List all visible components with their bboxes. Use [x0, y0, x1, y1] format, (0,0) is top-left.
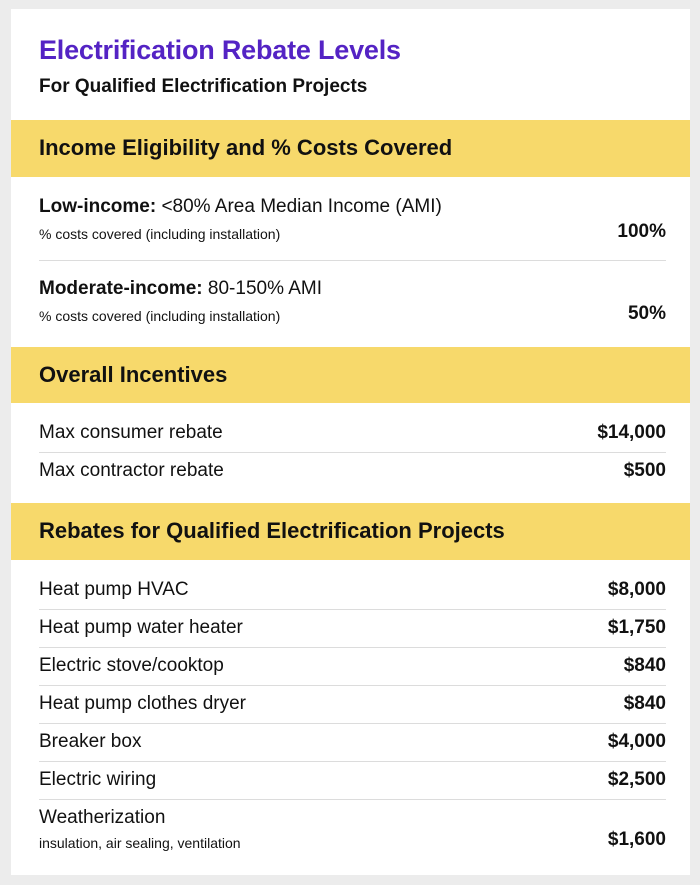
low-income-label-rest: <80% Area Median Income (AMI): [156, 196, 442, 217]
moderate-income-label: [39, 278, 322, 300]
weatherization-value: $1,600: [607, 829, 666, 850]
rebate-label: Electric wiring: [39, 769, 157, 790]
low-income-label-bold: Low-income:: [39, 196, 157, 217]
rebate-value: $2,500: [607, 769, 666, 790]
max-consumer-rebate-row: [39, 422, 666, 448]
moderate-income-value: 50%: [627, 303, 666, 324]
rebate-value: $840: [623, 693, 666, 714]
rebate-row: [39, 731, 666, 757]
max-contractor-rebate-label: Max contractor rebate: [39, 460, 224, 481]
low-income-row: [39, 196, 666, 252]
rebate-label: Heat pump clothes dryer: [39, 693, 246, 714]
weatherization-sub: insulation, air sealing, ventilation: [39, 835, 241, 851]
incentives-section-heading: Overall Incentives: [39, 362, 228, 387]
weatherization-label: Weatherization: [39, 807, 166, 828]
rebate-label: Heat pump HVAC: [39, 579, 189, 600]
moderate-income-sub: % costs covered (including installation): [39, 308, 281, 324]
low-income-value: 100%: [617, 221, 666, 242]
rebates-section-heading: Rebates for Qualified Electrification Projects: [39, 518, 505, 543]
rebate-row: [39, 579, 666, 605]
low-income-label: [39, 196, 442, 218]
rebate-label: Breaker box: [39, 731, 142, 752]
rebate-label: Heat pump water heater: [39, 617, 243, 638]
page-subtitle: For Qualified Electrification Projects: [39, 76, 368, 97]
income-section-heading: Income Eligibility and % Costs Covered: [39, 135, 453, 160]
weatherization-row: [39, 807, 666, 857]
rebate-row: [39, 655, 666, 681]
incentives-section-header: [11, 347, 690, 403]
max-contractor-rebate-value: $500: [623, 460, 666, 481]
divider: [39, 761, 666, 762]
divider: [39, 685, 666, 686]
low-income-sub: % costs covered (including installation): [39, 226, 281, 242]
max-consumer-rebate-label: Max consumer rebate: [39, 422, 223, 443]
rebate-row: [39, 617, 666, 643]
divider: [39, 723, 666, 724]
rebate-value: $1,750: [607, 617, 666, 638]
rebate-value: $840: [623, 655, 666, 676]
rebate-card: [11, 9, 690, 875]
divider: [39, 260, 666, 261]
rebate-value: $8,000: [607, 579, 666, 600]
divider: [39, 452, 666, 453]
rebates-section-header: [11, 503, 690, 560]
divider: [39, 799, 666, 800]
moderate-income-label-rest: 80-150% AMI: [202, 278, 322, 299]
rebate-label: Electric stove/cooktop: [39, 655, 224, 676]
max-consumer-rebate-value: $14,000: [597, 422, 666, 443]
divider: [39, 647, 666, 648]
divider: [39, 609, 666, 610]
rebate-row: [39, 693, 666, 719]
page-title: Electrification Rebate Levels: [39, 35, 401, 65]
moderate-income-row: [39, 278, 666, 334]
rebate-row: [39, 769, 666, 795]
rebate-value: $4,000: [607, 731, 666, 752]
max-contractor-rebate-row: [39, 460, 666, 486]
moderate-income-label-bold: Moderate-income:: [39, 278, 203, 299]
income-section-header: [11, 120, 690, 177]
